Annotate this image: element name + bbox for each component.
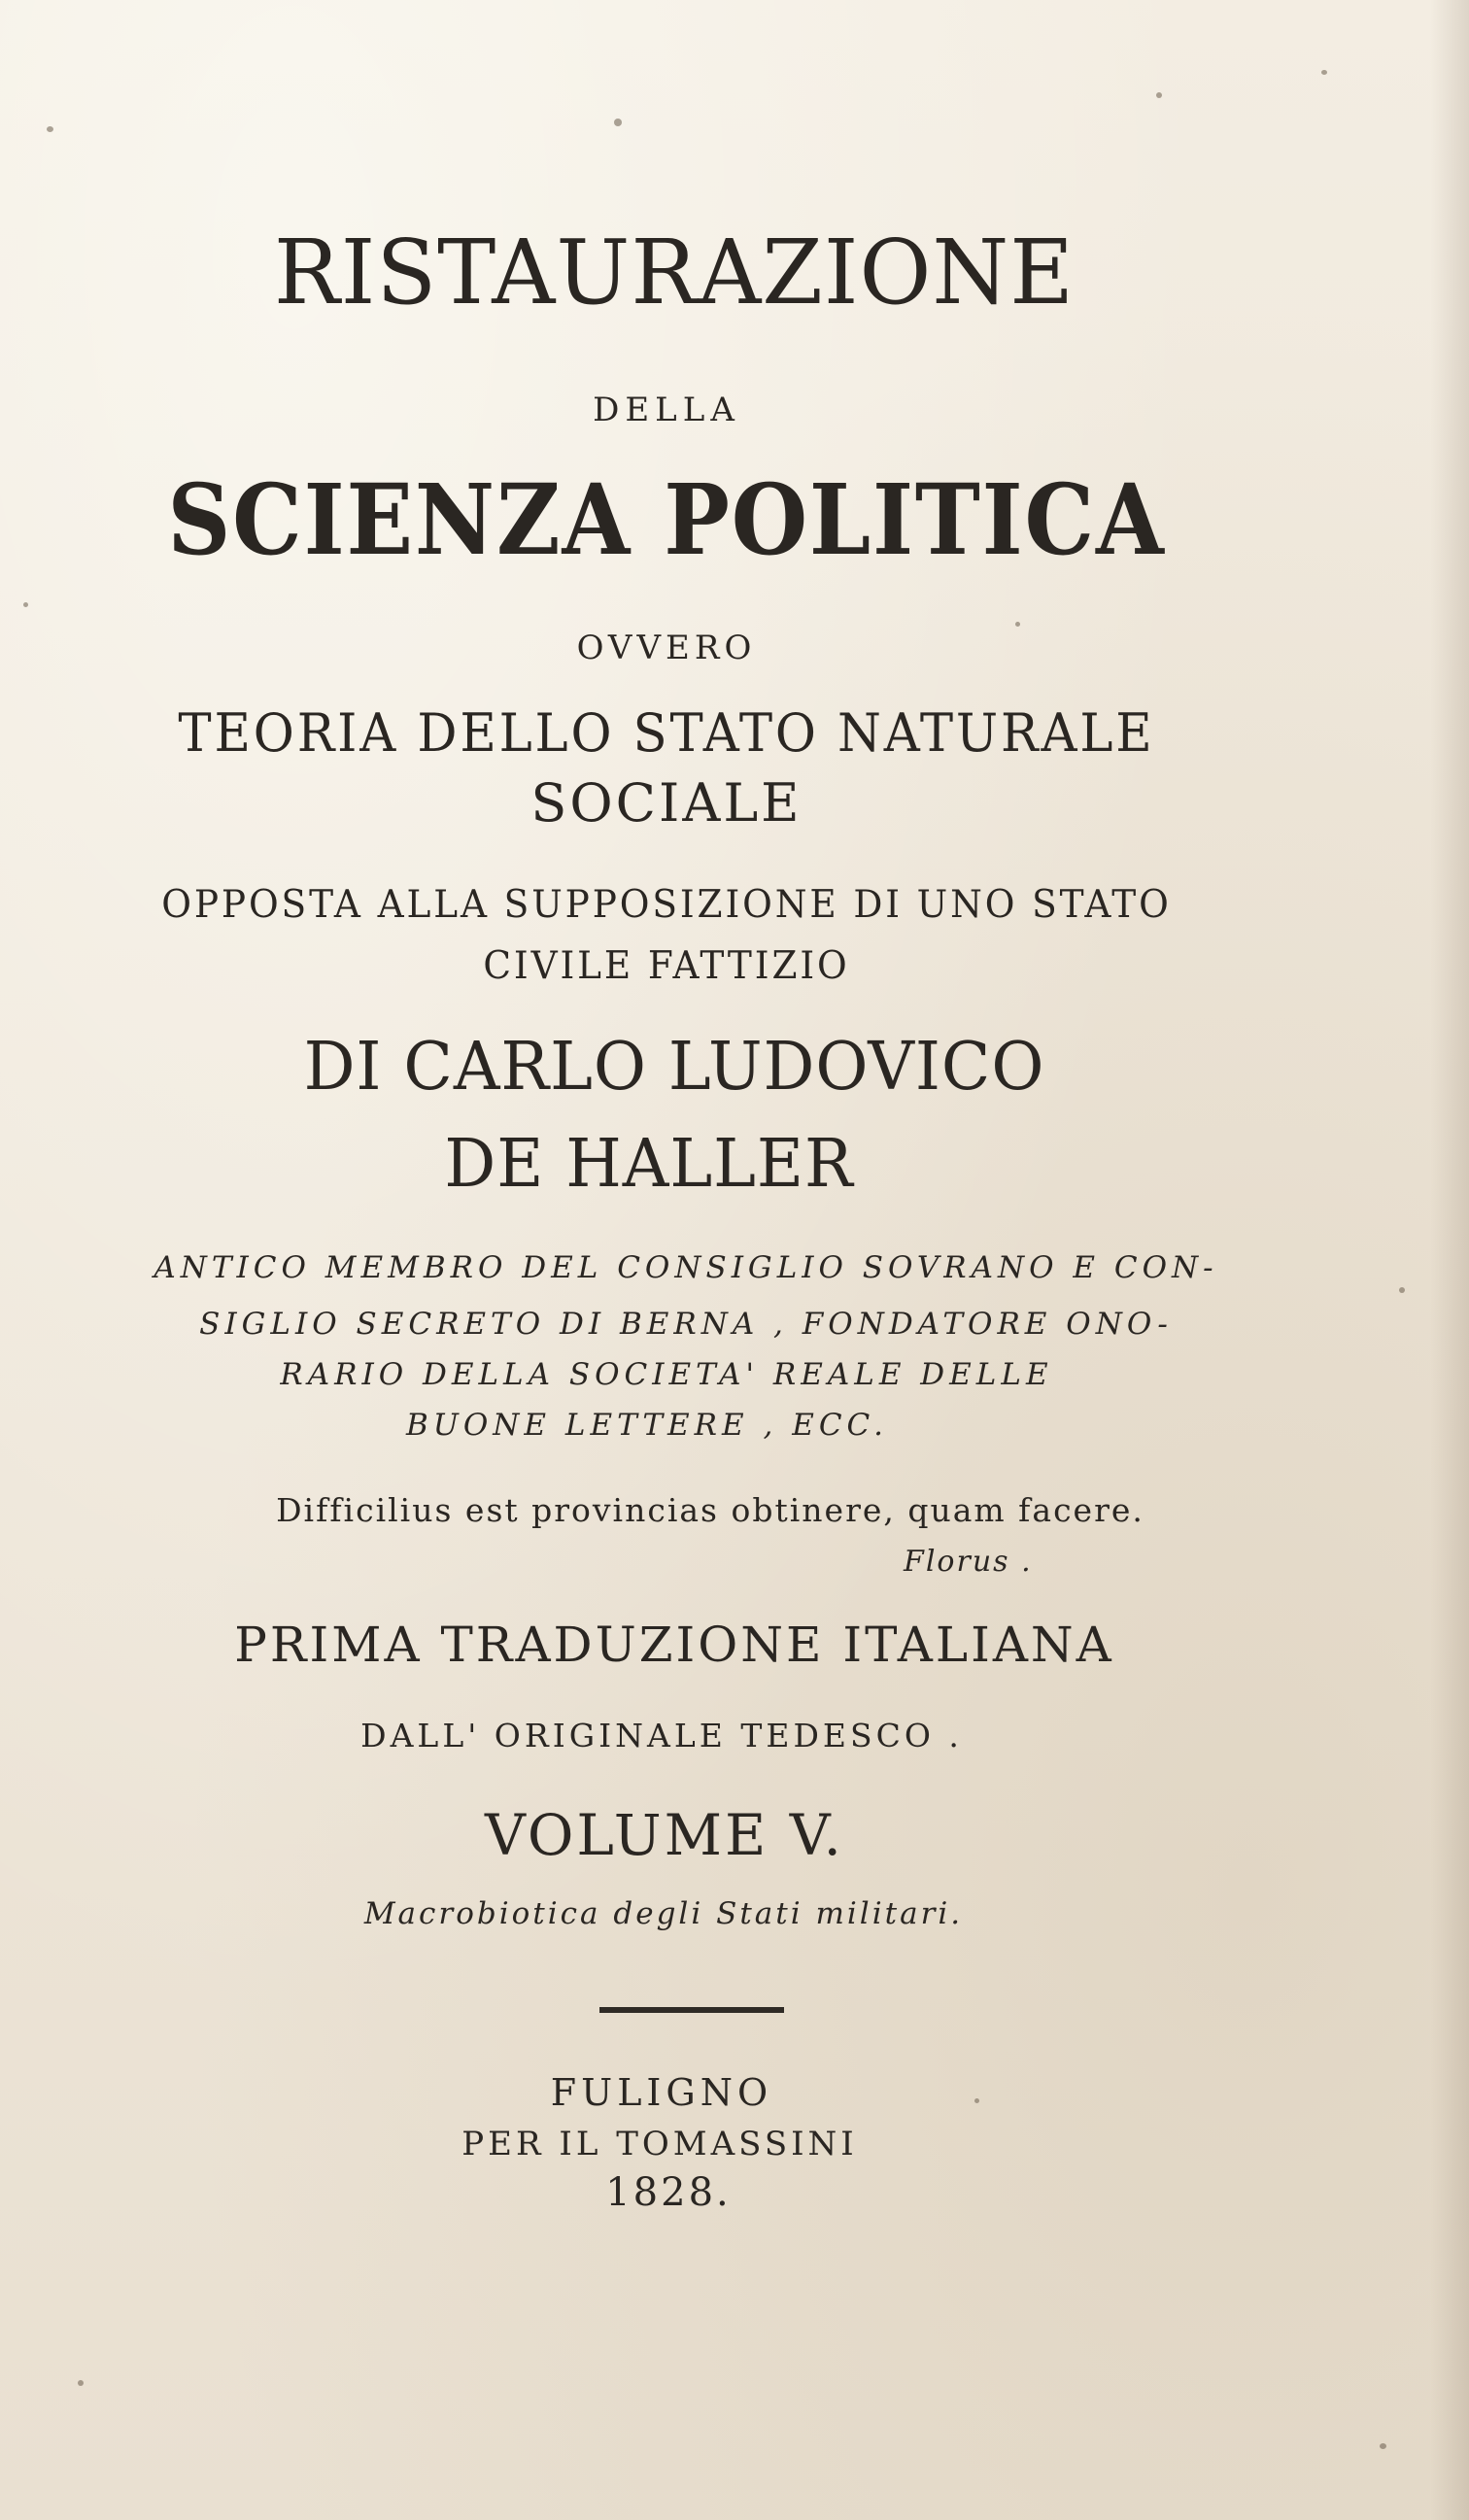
paper-speck [1399, 1287, 1405, 1293]
author-bio-line-4: BUONE LETTERE , ECC. [405, 1408, 889, 1443]
paper-speck [1380, 2443, 1386, 2449]
author-bio-line-3: RARIO DELLA SOCIETA' REALE DELLE [280, 1357, 1053, 1392]
paper-speck [1156, 92, 1162, 98]
theory-line-2: SOCIALE [530, 772, 803, 834]
epigraph-author: Florus . [904, 1545, 1033, 1579]
epigraph: Difficilius est provincias obtinere, quam facere. [276, 1491, 1144, 1529]
paper-speck [1015, 622, 1020, 627]
volume-number: VOLUME V. [485, 1802, 844, 1868]
paper-speck [974, 2098, 979, 2103]
page-edge-shadow [1430, 0, 1469, 2520]
theory-line-1: TEORIA DELLO STATO NATURALE [178, 702, 1155, 764]
title-ovvero: OVVERO [576, 629, 757, 667]
imprint-year: 1828. [605, 2170, 732, 2215]
paper-speck [47, 126, 53, 132]
volume-subtitle: Macrobiotica degli Stati militari. [363, 1896, 964, 1931]
opposed-line-1: OPPOSTA ALLA SUPPOSIZIONE DI UNO STATO [161, 883, 1172, 927]
title-della: DELLA [593, 391, 740, 429]
paper-speck [1321, 70, 1327, 75]
divider-rule [599, 2007, 784, 2013]
paper-speck [614, 119, 622, 126]
author-bio-line-2: SIGLIO SECRETO DI BERNA , FONDATORE ONO- [199, 1307, 1173, 1342]
opposed-line-2: CIVILE FATTIZIO [483, 944, 850, 988]
imprint-place: FULIGNO [550, 2071, 773, 2114]
translation-note: PRIMA TRADUZIONE ITALIANA [234, 1617, 1114, 1673]
author-line-2: DE HALLER [444, 1126, 854, 1203]
paper-speck [23, 602, 28, 607]
author-line-1: DI CARLO LUDOVICO [303, 1029, 1045, 1106]
paper-speck [78, 2380, 84, 2386]
imprint-printer: PER IL TOMASSINI [461, 2125, 858, 2163]
book-title: RISTAURAZIONE [273, 221, 1076, 324]
author-bio-line-1: ANTICO MEMBRO DEL CONSIGLIO SOVRANO E CON- [154, 1250, 1218, 1285]
original-language-note: DALL' ORIGINALE TEDESCO . [360, 1717, 963, 1754]
book-subject: SCIENZA POLITICA [167, 462, 1166, 577]
